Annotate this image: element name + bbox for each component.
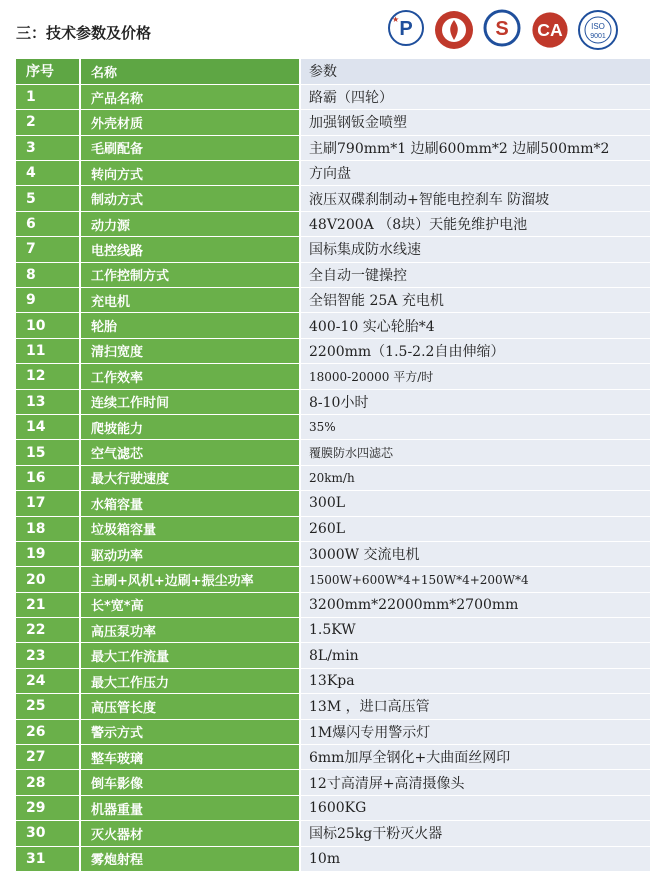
table-row [16,719,650,744]
row-value: 6mm加厚全钢化+大曲面丝网印 [300,745,650,770]
svg-text:S: S [495,18,509,40]
row-value: 国标集成防水线速 [300,237,650,262]
row-value: 覆膜防水四滤芯 [300,440,650,465]
row-index: 31 [16,846,80,871]
table-row [16,795,650,820]
row-value: 全铝智能 25A 充电机 [300,288,650,313]
table-row [16,567,650,592]
row-value: 国标25kg干粉灭火器 [300,821,650,846]
row-name: 充电机 [80,288,300,313]
header-param: 参数 [300,59,650,84]
row-value: 3200mm*22000mm*2700mm [300,592,650,617]
row-index: 3 [16,135,80,160]
row-value: 35% [300,414,650,439]
table-row [16,211,650,236]
row-index: 28 [16,770,80,795]
table-row [16,161,650,186]
svg-text:CA: CA [537,20,563,41]
row-name: 整车玻璃 [80,745,300,770]
row-name: 轮胎 [80,313,300,338]
row-value: 400-10 实心轮胎*4 [300,313,650,338]
table-row [16,313,650,338]
row-value: 48V200A （8块）天能免维护电池 [300,211,650,236]
row-index: 27 [16,745,80,770]
row-index: 2 [16,110,80,135]
row-name: 倒车影像 [80,770,300,795]
table-row [16,846,650,871]
row-name: 警示方式 [80,719,300,744]
table-row [16,262,650,287]
row-name: 垃圾箱容量 [80,516,300,541]
row-value: 3000W 交流电机 [300,541,650,566]
row-value: 260L [300,516,650,541]
row-index: 20 [16,567,80,592]
table-row [16,84,650,109]
row-value: 全自动一键操控 [300,262,650,287]
row-index: 6 [16,211,80,236]
row-name: 爬坡能力 [80,414,300,439]
row-index: 29 [16,795,80,820]
row-name: 高压管长度 [80,694,300,719]
quality-product-logo [384,8,428,52]
table-row [16,288,650,313]
row-name: 电控线路 [80,237,300,262]
table-row [16,389,650,414]
row-index: 14 [16,414,80,439]
row-index: 1 [16,84,80,109]
row-name: 转向方式 [80,161,300,186]
row-index: 25 [16,694,80,719]
row-name: 外壳材质 [80,110,300,135]
row-name: 工作效率 [80,364,300,389]
row-name: 机器重量 [80,795,300,820]
row-value: 1500W+600W*4+150W*4+200W*4 [300,567,650,592]
table-row [16,643,650,668]
row-index: 16 [16,465,80,490]
row-name: 高压泵功率 [80,618,300,643]
fire-logo [432,8,476,52]
row-name: 毛刷配备 [80,135,300,160]
row-name: 工作控制方式 [80,262,300,287]
table-row [16,821,650,846]
header-index: 序号 [16,59,80,84]
certification-logos [384,8,620,52]
row-name: 产品名称 [80,84,300,109]
table-row [16,618,650,643]
row-name: 主刷+风机+边刷+振尘功率 [80,567,300,592]
row-name: 最大工作压力 [80,668,300,693]
table-row [16,465,650,490]
row-name: 长*宽*高 [80,592,300,617]
svg-text:ISO: ISO [591,22,605,31]
quality-s-logo [480,8,524,52]
row-value: 10m [300,846,650,871]
table-row [16,414,650,439]
table-row [16,592,650,617]
row-name: 动力源 [80,211,300,236]
row-index: 23 [16,643,80,668]
table-row [16,110,650,135]
iso-logo [576,8,620,52]
table-row [16,237,650,262]
row-index: 30 [16,821,80,846]
table-row [16,364,650,389]
row-index: 4 [16,161,80,186]
table-row [16,440,650,465]
row-value: 2200mm（1.5-2.2自由伸缩） [300,338,650,363]
row-index: 21 [16,592,80,617]
row-name: 驱动功率 [80,541,300,566]
table-row [16,516,650,541]
row-name: 空气滤芯 [80,440,300,465]
row-index: 5 [16,186,80,211]
row-value: 1M爆闪专用警示灯 [300,719,650,744]
svg-text:9001: 9001 [590,33,606,40]
table-row [16,668,650,693]
spec-table [16,59,650,872]
row-index: 18 [16,516,80,541]
table-row [16,135,650,160]
row-index: 13 [16,389,80,414]
row-index: 8 [16,262,80,287]
row-value: 8-10小时 [300,389,650,414]
table-row [16,541,650,566]
row-index: 24 [16,668,80,693]
table-row [16,338,650,363]
row-value: 1600KG [300,795,650,820]
section-title: 三：技术参数及价格 [16,24,152,42]
row-value: 路霸（四轮） [300,84,650,109]
row-value: 12寸高清屏+高清摄像头 [300,770,650,795]
row-value: 1.5KW [300,618,650,643]
table-header-row [16,59,650,84]
row-index: 10 [16,313,80,338]
ca-logo [528,8,572,52]
header-name: 名称 [80,59,300,84]
row-index: 15 [16,440,80,465]
row-value: 液压双碟刹制动+智能电控刹车 防溜坡 [300,186,650,211]
table-row [16,491,650,516]
table-row [16,770,650,795]
row-index: 26 [16,719,80,744]
row-index: 9 [16,288,80,313]
table-row [16,694,650,719]
row-value: 13Kpa [300,668,650,693]
row-name: 水箱容量 [80,491,300,516]
row-name: 制动方式 [80,186,300,211]
row-index: 7 [16,237,80,262]
row-value: 方向盘 [300,161,650,186]
table-row [16,745,650,770]
row-value: 8L/min [300,643,650,668]
page-header [0,0,666,58]
row-value: 18000-20000 平方/时 [300,364,650,389]
row-index: 22 [16,618,80,643]
row-index: 12 [16,364,80,389]
svg-text:★: ★ [392,15,400,24]
table-row [16,186,650,211]
row-name: 雾炮射程 [80,846,300,871]
row-name: 灭火器材 [80,821,300,846]
row-value: 20km/h [300,465,650,490]
row-value: 13M ，进口高压管 [300,694,650,719]
row-name: 最大行驶速度 [80,465,300,490]
row-index: 19 [16,541,80,566]
row-name: 最大工作流量 [80,643,300,668]
row-name: 清扫宽度 [80,338,300,363]
row-name: 连续工作时间 [80,389,300,414]
row-value: 主刷790mm*1 边刷600mm*2 边刷500mm*2 [300,135,650,160]
svg-text:P: P [399,18,413,40]
row-value: 加强钢钣金喷塑 [300,110,650,135]
row-index: 17 [16,491,80,516]
row-index: 11 [16,338,80,363]
row-value: 300L [300,491,650,516]
